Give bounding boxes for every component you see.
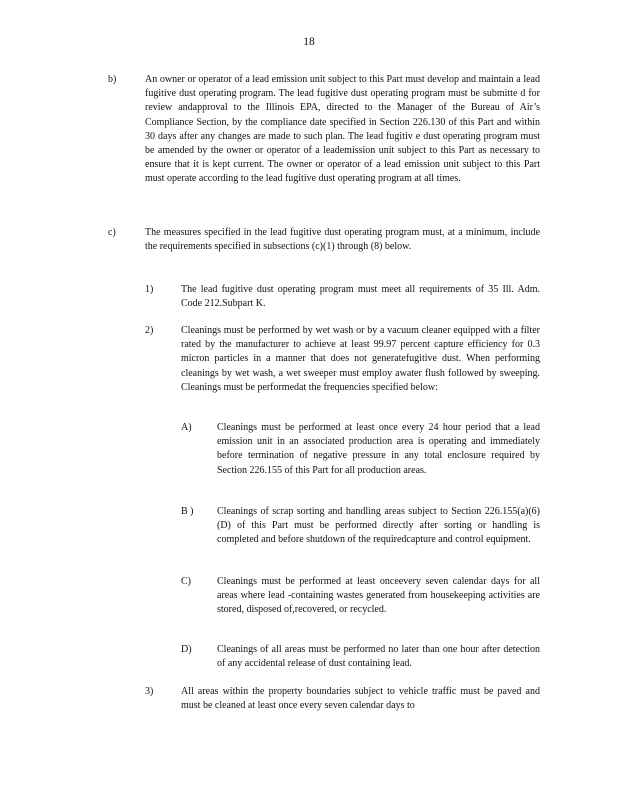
- item-1-label: 1): [145, 284, 154, 295]
- subitem-a-label: A): [181, 422, 192, 433]
- item-3-paragraph: All areas within the property boundaries subject to vehicle traffic must be paved and must be cleaned at least once every seven calendar days to: [181, 686, 540, 712]
- section-c-paragraph: The measures specified in the lead fugitive dust operating program must, at a minimum, include the requirements specified in subsections (c)(1) through (8) below.: [145, 227, 540, 253]
- subitem-b-paragraph: Cleanings of scrap sorting and handling areas subject to Section 226.155(a)(6)(D) of this Part must be performed directly after sorting or handling is completed and before shutdown of the requiredcapture and control equipment.: [217, 506, 540, 546]
- item-3-label: 3): [145, 686, 154, 697]
- item-2-paragraph: Cleanings must be performed by wet wash or by a vacuum cleaner equipped with a filter rated by the manufacturer to achieve at least 99.97 percent capture efficiency for 0.3 micron particles in a manner that does not generatefugitive dust. When performing cleanings by wet wash, a wet sweeper must employ awater flush followed by sweeping. Cleanings must be performedat the frequencies specified below:: [181, 325, 540, 393]
- subitem-c-label: C): [181, 576, 191, 587]
- item-1-paragraph: The lead fugitive dust operating program must meet all requirements of 35 Ill. Adm. Code 212.Subpart K.: [181, 284, 540, 310]
- section-b-label: b): [108, 74, 117, 85]
- subitem-d-paragraph: Cleanings of all areas must be performed no later than one hour after detection of any accidental release of dust containing lead.: [217, 644, 540, 670]
- subitem-c-paragraph: Cleanings must be performed at least onceevery seven calendar days for all areas where lead -containing wastes generated from housekeeping activities are stored, disposed of,recovered, or recycled.: [217, 576, 540, 616]
- page-number: 18: [303, 36, 315, 48]
- item-2-label: 2): [145, 325, 154, 336]
- subitem-a-paragraph: Cleanings must be performed at least once every 24 hour period that a lead emission unit in an associated production area is operating and immediately before termination of negative pressure in any total enclosure required by Section 226.155 of this Part for all production areas.: [217, 422, 540, 476]
- section-b-paragraph: An owner or operator of a lead emission unit subject to this Part must develop and maintain a lead fugitive dust operating program. The lead fugitive dust operating program must be submitte d for review andapproval to the Illinois EPA, directed to the Manager of the Bureau of Air’s Compliance Section, by the compliance date specified in Section 226.130 of this Part and within 30 days after any changes are made to such plan. The lead fugitiv e dust operating program must be amended by the owner or operator of a leademission unit subject to this Part as necessary to ensure that it is kept current. The owner or operator of a lead emission unit subject to this Part must operate according to the lead fugitive dust operating program at all times.: [145, 74, 540, 185]
- section-c-label: c): [108, 227, 116, 238]
- subitem-b-label: B ): [181, 506, 194, 517]
- subitem-d-label: D): [181, 644, 192, 655]
